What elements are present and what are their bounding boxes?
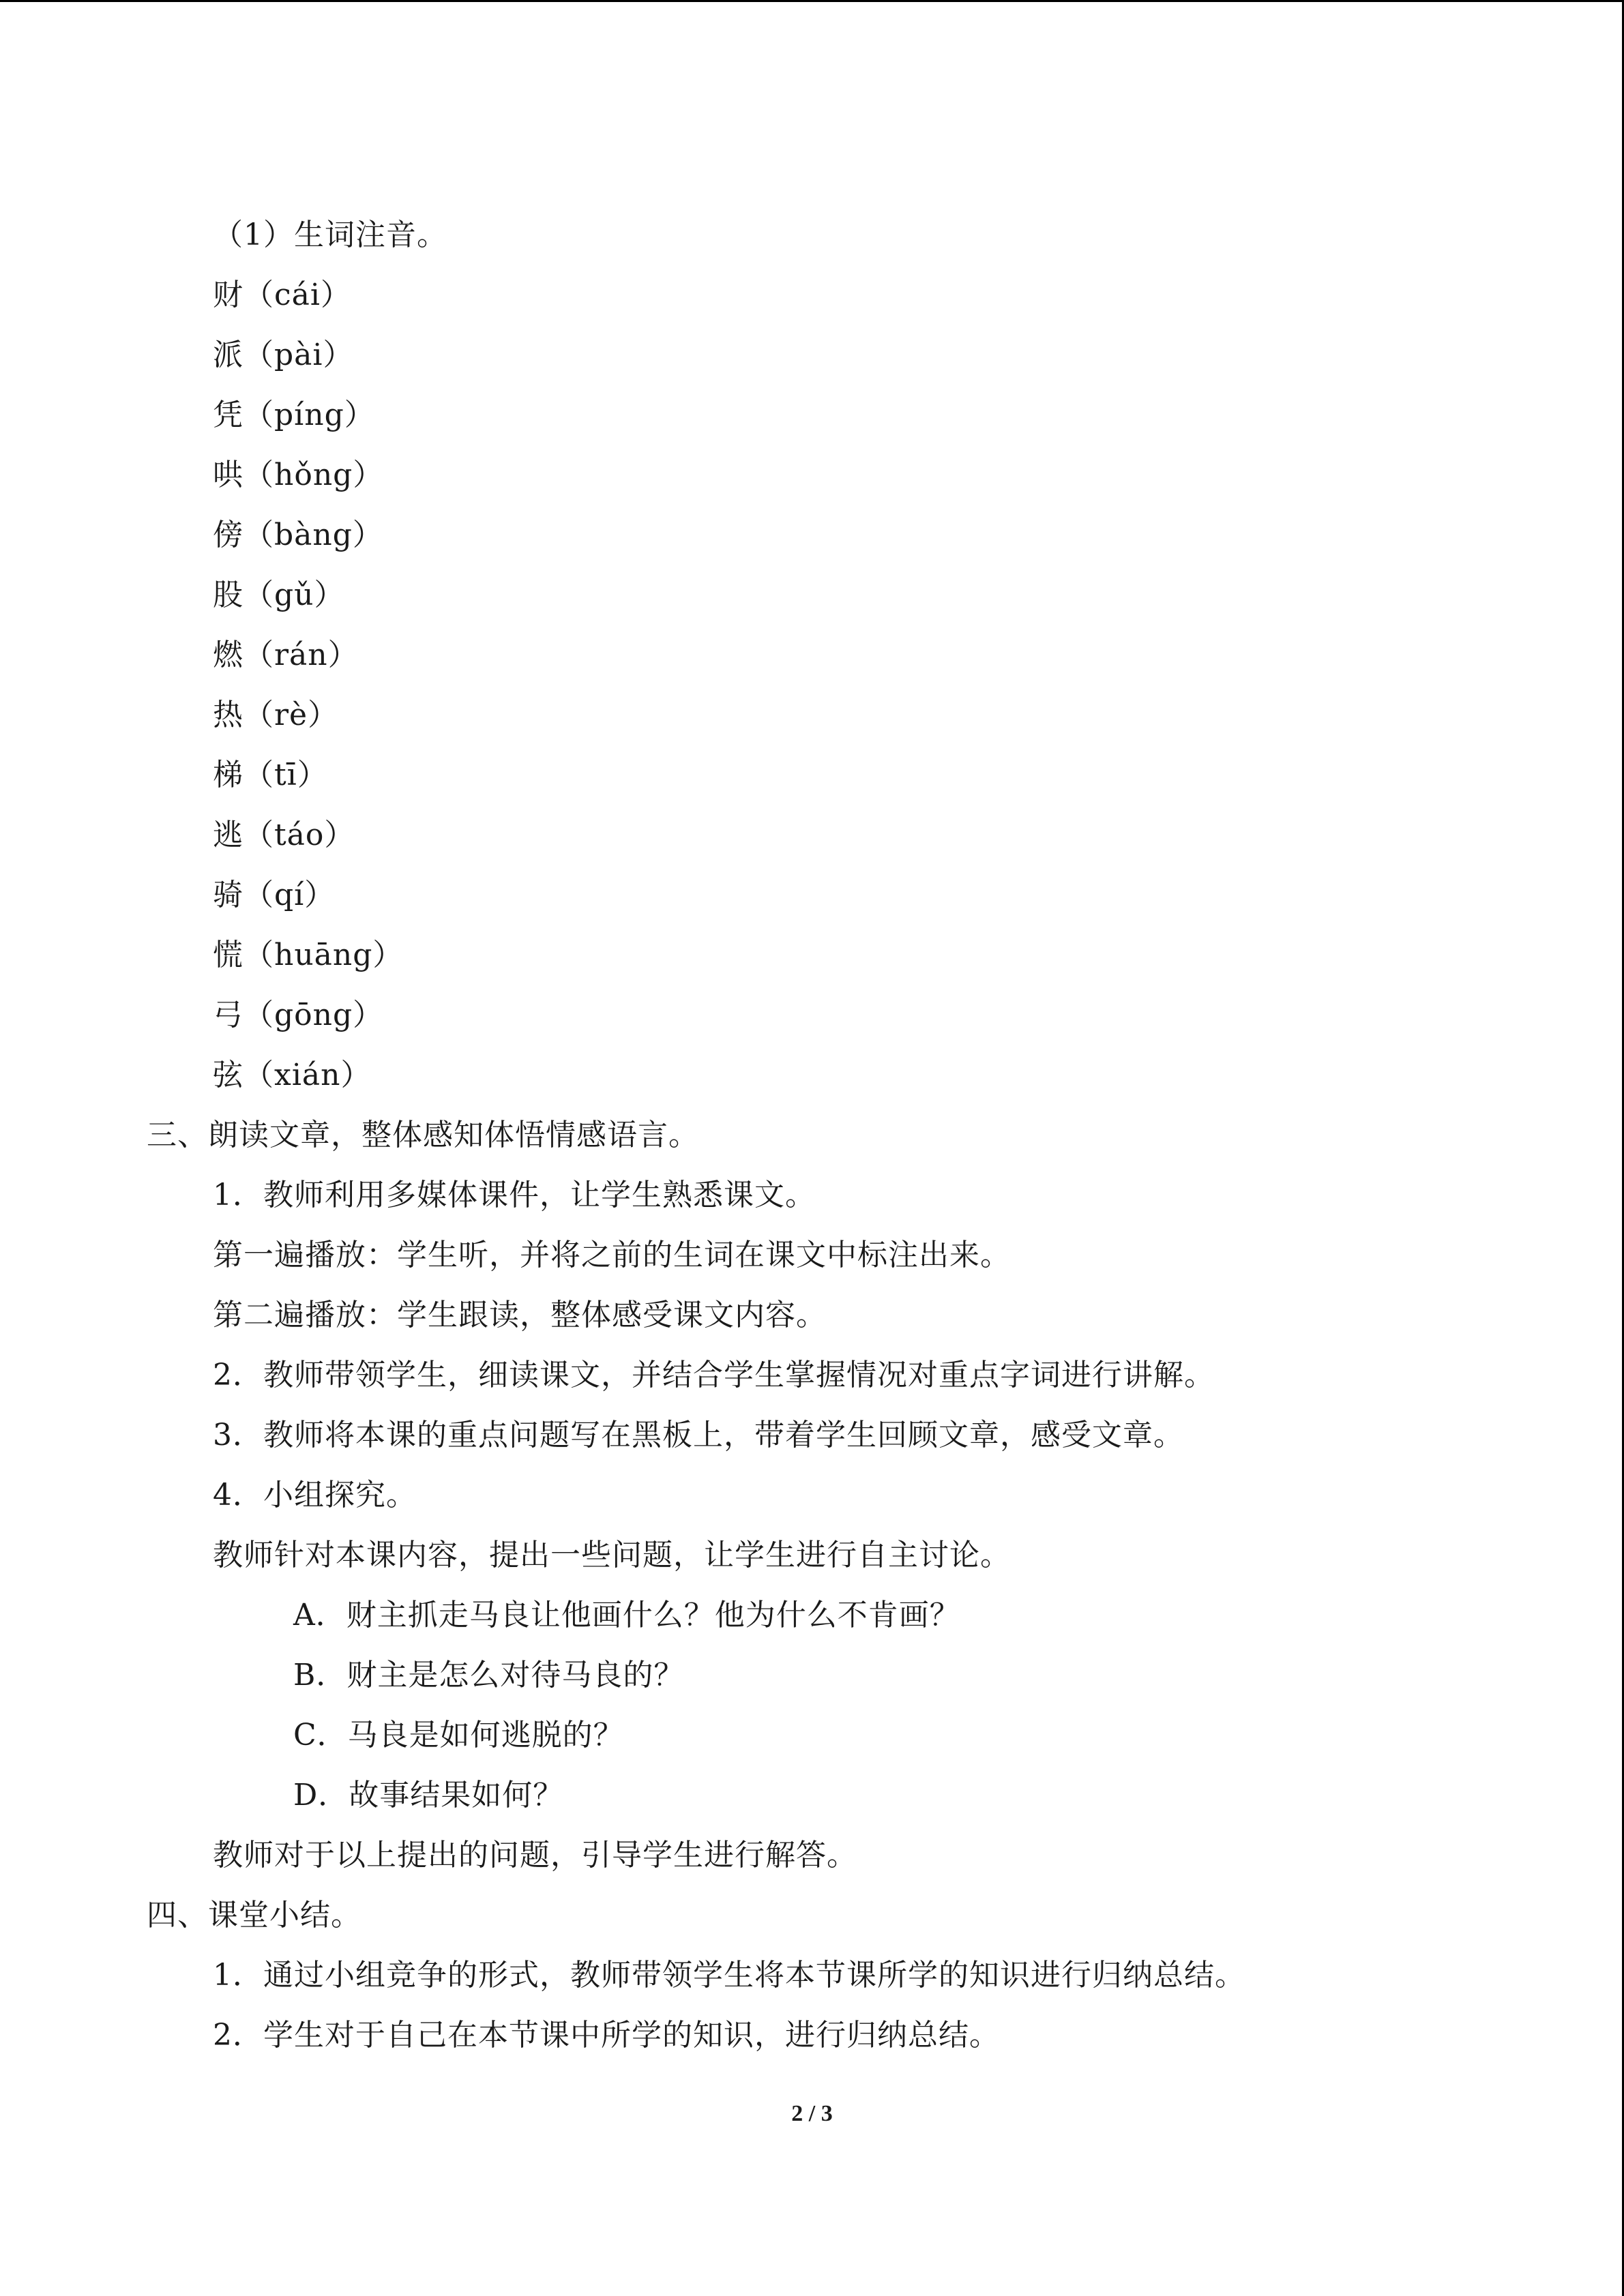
vocab-item: 哄（hǒng）: [213, 458, 384, 492]
vocab-item: 弓（gōng）: [213, 998, 384, 1032]
vocab-item: 股（gǔ）: [213, 578, 345, 612]
section-3-title: 三、朗读文章，整体感知体悟情感语言。: [147, 1118, 699, 1152]
section-4-item: 2．学生对于自己在本节课中所学的知识，进行归纳总结。: [213, 2018, 1000, 2053]
section-3-item: 2．教师带领学生，细读课文，并结合学生掌握情况对重点字词进行讲解。: [213, 1358, 1215, 1392]
vocab-item: 派（pài）: [213, 338, 354, 372]
section-4-item: 1．通过小组竞争的形式，教师带领学生将本节课所学的知识进行归纳总结。: [213, 1958, 1245, 1993]
section-3-closing: 教师对于以上提出的问题，引导学生进行解答。: [213, 1838, 857, 1873]
vocab-item: 慌（huāng）: [213, 938, 404, 972]
vocab-item: 梯（tī）: [213, 758, 328, 792]
section-4-title: 四、课堂小结。: [147, 1898, 361, 1933]
page-border-top: [0, 0, 1624, 2]
section-3-item: 教师针对本课内容，提出一些问题，让学生进行自主讨论。: [213, 1538, 1011, 1572]
vocab-item: 傍（bàng）: [213, 518, 383, 552]
section-3-item: 1．教师利用多媒体课件，让学生熟悉课文。: [213, 1178, 816, 1212]
vocab-item: 弦（xián）: [213, 1058, 372, 1092]
vocab-item: 凭（píng）: [213, 398, 375, 432]
section-3-item: 3．教师将本课的重点问题写在黑板上，带着学生回顾文章，感受文章。: [213, 1418, 1184, 1452]
section-3-item: 第一遍播放：学生听，并将之前的生词在课文中标注出来。: [213, 1238, 1011, 1272]
discussion-question: A．财主抓走马良让他画什么？他为什么不肯画？: [293, 1598, 960, 1632]
vocab-item: 财（cái）: [213, 278, 351, 312]
vocab-item: 逃（táo）: [213, 818, 355, 852]
section-3-item: 4．小组探究。: [213, 1478, 417, 1512]
discussion-question: C．马良是如何逃脱的？: [293, 1718, 624, 1753]
page-number: 2 / 3: [791, 2101, 833, 2126]
vocab-item: 骑（qí）: [213, 878, 336, 912]
section-3-item: 第二遍播放：学生跟读，整体感受课文内容。: [213, 1298, 827, 1332]
discussion-question: B．财主是怎么对待马良的？: [293, 1658, 685, 1693]
vocab-item: 燃（rán）: [213, 638, 359, 672]
vocab-item: 热（rè）: [213, 698, 339, 732]
discussion-question: D．故事结果如何？: [293, 1778, 564, 1813]
vocab-heading: （1）生词注音。: [213, 218, 447, 252]
